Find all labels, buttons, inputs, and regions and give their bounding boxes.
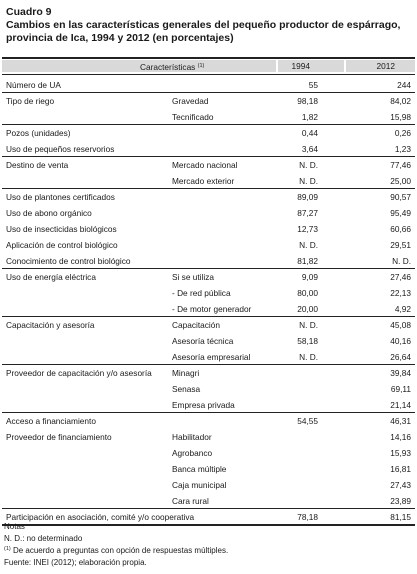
- value-1994: N. D.: [299, 320, 318, 330]
- table-row: [0, 253, 417, 269]
- value-1994: 55: [308, 80, 318, 90]
- row-sublabel: Caja municipal: [172, 480, 227, 490]
- footnote-marker: (1): [197, 63, 205, 69]
- value-2012: 26,64: [390, 352, 411, 362]
- value-1994: 20,00: [297, 304, 318, 314]
- value-2012: 27,46: [390, 272, 411, 282]
- table-row: [0, 93, 417, 109]
- table-row: [0, 269, 417, 285]
- value-2012: 95,49: [390, 208, 411, 218]
- table-row: [0, 333, 417, 349]
- value-2012: N. D.: [392, 256, 411, 266]
- value-1994: 58,18: [297, 336, 318, 346]
- table-row: [0, 221, 417, 237]
- value-1994: N. D.: [299, 160, 318, 170]
- value-2012: 15,93: [390, 448, 411, 458]
- value-2012: 23,89: [390, 496, 411, 506]
- header-year-1994: 1994: [291, 61, 310, 71]
- table-row: [0, 349, 417, 365]
- table-row: [0, 429, 417, 445]
- value-1994: 87,27: [297, 208, 318, 218]
- note-nd: N. D.: no determinado: [4, 533, 83, 543]
- value-1994: 81,82: [297, 256, 318, 266]
- row-label: Capacitación y asesoría: [6, 320, 95, 330]
- table-row: [0, 285, 417, 301]
- row-sublabel: Empresa privada: [172, 400, 235, 410]
- row-sublabel: Gravedad: [172, 96, 209, 106]
- value-1994: 0,44: [301, 128, 318, 138]
- table-row: [0, 189, 417, 205]
- row-label: Proveedor de financiamiento: [6, 432, 112, 442]
- table-caption: Cuadro 9: [6, 6, 52, 18]
- value-2012: 15,98: [390, 112, 411, 122]
- row-sublabel: - De motor generador: [172, 304, 252, 314]
- row-label: Destino de venta: [6, 160, 69, 170]
- value-1994: N. D.: [299, 176, 318, 186]
- table-row: [0, 157, 417, 173]
- value-2012: 69,11: [390, 384, 411, 394]
- row-sublabel: Si se utiliza: [172, 272, 214, 282]
- row-sublabel: Cara rural: [172, 496, 209, 506]
- value-2012: 4,92: [394, 304, 411, 314]
- value-2012: 0,26: [394, 128, 411, 138]
- row-sublabel: Minagri: [172, 368, 200, 378]
- value-2012: 46,31: [390, 416, 411, 426]
- header-row: [0, 60, 417, 72]
- value-2012: 25,00: [390, 176, 411, 186]
- header-year-2012: 2012: [376, 61, 395, 71]
- table-row: [0, 317, 417, 333]
- table-title: Cambios en las características generales del pequeño productor de espárrago, provincia de Ica, 1994 y 2012 (en porcentajes): [6, 19, 401, 44]
- row-sublabel: - De red pública: [172, 288, 231, 298]
- value-1994: 9,09: [301, 272, 318, 282]
- value-2012: 244: [397, 80, 411, 90]
- value-1994: 12,73: [297, 224, 318, 234]
- notes-heading: Notas: [4, 522, 25, 531]
- value-2012: 14,16: [390, 432, 411, 442]
- table-row: [0, 205, 417, 221]
- value-1994: 78,18: [297, 512, 318, 522]
- table-row: [0, 445, 417, 461]
- top-rule: [2, 57, 415, 59]
- value-1994: N. D.: [299, 240, 318, 250]
- row-label: Uso de plantones certificados: [6, 192, 115, 202]
- table-row: [0, 365, 417, 381]
- row-sublabel: Mercado exterior: [172, 176, 235, 186]
- row-label: Uso de insecticidas biológicos: [6, 224, 117, 234]
- row-label: Uso de abono orgánico: [6, 208, 92, 218]
- row-label: Proveedor de capacitación y/o asesoría: [6, 368, 152, 378]
- row-label: Tipo de riego: [6, 96, 55, 106]
- row-sublabel: Habilitador: [172, 432, 212, 442]
- row-sublabel: Banca múltiple: [172, 464, 227, 474]
- row-sublabel: Asesoría empresarial: [172, 352, 251, 362]
- value-2012: 77,46: [390, 160, 411, 170]
- table-row: [0, 301, 417, 317]
- value-2012: 22,13: [390, 288, 411, 298]
- note-footnote: [4, 544, 228, 557]
- header-characteristics: Características $^{(1)}$: [140, 62, 205, 72]
- value-2012: 81,15: [390, 512, 411, 522]
- value-1994: 89,09: [297, 192, 318, 202]
- row-label: Aplicación de control biológico: [6, 240, 118, 250]
- value-2012: 16,81: [390, 464, 411, 474]
- row-sublabel: Senasa: [172, 384, 201, 394]
- table-row: [0, 397, 417, 413]
- table-row: [0, 77, 417, 93]
- value-2012: 40,16: [390, 336, 411, 346]
- value-1994: 1,82: [301, 112, 318, 122]
- value-1994: 80,00: [297, 288, 318, 298]
- value-1994: 3,64: [301, 144, 318, 154]
- row-sublabel: Mercado nacional: [172, 160, 238, 170]
- row-label: Pozos (unidades): [6, 128, 71, 138]
- note-source: Fuente: INEI (2012); elaboración propia.: [4, 557, 147, 567]
- value-2012: 60,66: [390, 224, 411, 234]
- row-sublabel: Asesoría técnica: [172, 336, 234, 346]
- table-row: [0, 141, 417, 157]
- table-row: [0, 461, 417, 477]
- value-2012: 1,23: [394, 144, 411, 154]
- table-row: [0, 173, 417, 189]
- value-2012: 84,02: [390, 96, 411, 106]
- table-row: [0, 477, 417, 493]
- value-1994: N. D.: [299, 352, 318, 362]
- row-label: Uso de energía eléctrica: [6, 272, 96, 282]
- value-1994: 98,18: [297, 96, 318, 106]
- note-footnote-mark: (1): [4, 546, 11, 552]
- value-2012: 21,14: [390, 400, 411, 410]
- table-row: [0, 413, 417, 429]
- value-2012: 27,43: [390, 480, 411, 490]
- notes-block: [4, 521, 228, 568]
- row-sublabel: Capacitación: [172, 320, 220, 330]
- table-row: [0, 381, 417, 397]
- note-footnote-text: De acuerdo a preguntas con opción de respuestas múltiples.: [10, 546, 229, 555]
- table-row: [0, 125, 417, 141]
- header-rule: [2, 74, 415, 75]
- row-sublabel: Agrobanco: [172, 448, 213, 458]
- row-sublabel: Tecnificado: [172, 112, 214, 122]
- row-label: Conocimiento de control biológico: [6, 256, 131, 266]
- value-2012: 45,08: [390, 320, 411, 330]
- value-1994: 54,55: [297, 416, 318, 426]
- value-2012: 29,51: [390, 240, 411, 250]
- row-label: Acceso a financiamiento: [6, 416, 96, 426]
- row-label: Participación en asociación, comité y/o cooperativa: [6, 512, 195, 522]
- row-label: Uso de pequeños reservorios: [6, 144, 115, 154]
- value-2012: 90,57: [390, 192, 411, 202]
- table-row: [0, 109, 417, 125]
- table-row: [0, 237, 417, 253]
- value-2012: 39,84: [390, 368, 411, 378]
- row-label: Número de UA: [6, 80, 61, 90]
- table-row: [0, 493, 417, 509]
